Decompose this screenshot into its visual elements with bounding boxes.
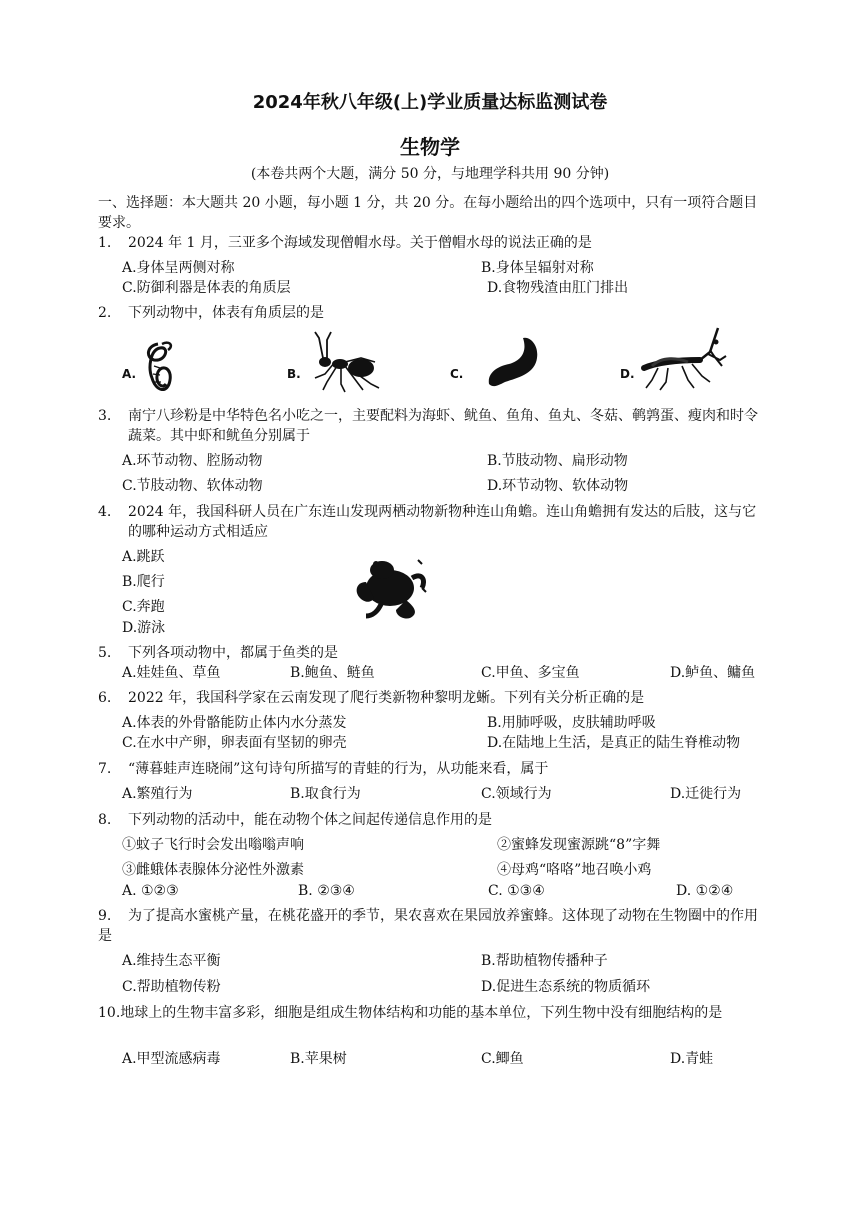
question-text: 下列动物的活动中，能在动物个体之间起传递信息作用的是 bbox=[128, 812, 492, 828]
q1-option-b: B.身体呈辐射对称 bbox=[481, 260, 594, 276]
q5-option-b: B.鲍鱼、鲢鱼 bbox=[290, 665, 375, 681]
q9-option-b: B.帮助植物传播种子 bbox=[481, 953, 608, 969]
subject-title: 生物学 bbox=[400, 135, 460, 159]
question-text: 南宁八珍粉是中华特色名小吃之一，主要配料为海虾、鱿鱼、鱼角、鱼丸、冬菇、鹌鹑蛋、瘦肉和时令蔬菜。其中虾和鱿鱼分别属于 bbox=[128, 408, 758, 444]
ant-icon bbox=[305, 328, 385, 396]
q1-option-a: A.身体呈两侧对称 bbox=[122, 260, 235, 276]
question-text: 地球上的生物丰富多彩，细胞是组成生物体结构和功能的基本单位，下列生物中没有细胞结构的是 bbox=[120, 1005, 723, 1021]
q8-option-b: B. ②③④ bbox=[298, 883, 355, 899]
question-number: 7. bbox=[98, 761, 112, 777]
question-number: 10. bbox=[98, 1005, 121, 1021]
q8-statement-2: ②蜜蜂发现蜜源跳“8”字舞 bbox=[497, 837, 661, 853]
question-1 bbox=[98, 233, 592, 253]
question-text: 为了提高水蜜桃产量，在桃花盛开的季节，果农喜欢在果园放养蜜蜂。这体现了动物在生物圈中的作用是 bbox=[98, 908, 758, 944]
q2-image-label-b: B. bbox=[287, 367, 301, 381]
q8-option-a: A. ①②③ bbox=[122, 883, 179, 899]
q6-option-a: A.体表的外骨骼能防止体内水分蒸发 bbox=[122, 715, 347, 731]
question-number: 3. bbox=[98, 408, 112, 424]
question-2 bbox=[98, 303, 324, 323]
q10-option-b: B.苹果树 bbox=[290, 1051, 347, 1067]
q4-option-c: C.奔跑 bbox=[122, 599, 165, 615]
question-number: 6. bbox=[98, 690, 112, 706]
q7-option-d: D.迁徙行为 bbox=[670, 786, 742, 802]
q9-option-a: A.维持生态平衡 bbox=[122, 953, 221, 969]
q5-option-a: A.娃娃鱼、草鱼 bbox=[122, 665, 221, 681]
q8-statement-1: ①蚊子飞行时会发出嗡嗡声响 bbox=[122, 837, 304, 853]
question-7 bbox=[98, 759, 548, 779]
q8-statement-3: ③雌蛾体表腺体分泌性外激素 bbox=[122, 862, 304, 878]
question-8 bbox=[98, 810, 492, 830]
question-9 bbox=[98, 906, 770, 946]
leech-icon bbox=[483, 332, 541, 392]
q9-option-c: C.帮助植物传粉 bbox=[122, 979, 221, 995]
question-text: 下列动物中，体表有角质层的是 bbox=[128, 305, 324, 321]
question-text: “薄暮蛙声连晓闹”这句诗句所描写的青蛙的行为，从功能来看，属于 bbox=[128, 761, 549, 777]
question-number: 9. bbox=[98, 908, 112, 924]
frog-icon bbox=[352, 552, 428, 622]
question-number: 5. bbox=[98, 645, 112, 661]
q9-option-d: D.促进生态系统的物质循环 bbox=[481, 979, 651, 995]
section-heading: 一、选择题：本大题共 20 小题，每小题 1 分，共 20 分。在每小题给出的四个选项中，只有一项符合题目要求。 bbox=[98, 195, 758, 231]
q10-option-d: D.青蛙 bbox=[670, 1051, 714, 1067]
question-10 bbox=[98, 1003, 770, 1023]
q5-option-c: C.甲鱼、多宝鱼 bbox=[481, 665, 580, 681]
q2-image-label-d: D. bbox=[620, 367, 635, 381]
q7-option-a: A.繁殖行为 bbox=[122, 786, 193, 802]
q10-option-c: C.鲫鱼 bbox=[481, 1051, 524, 1067]
q3-option-a: A.环节动物、腔肠动物 bbox=[122, 453, 263, 469]
q4-option-b: B.爬行 bbox=[122, 574, 165, 590]
exam-note: (本卷共两个大题，满分 50 分，与地理学科共用 90 分钟) bbox=[250, 166, 610, 182]
mantis-icon bbox=[638, 326, 730, 392]
q5-option-d: D.鲈鱼、鳙鱼 bbox=[670, 665, 756, 681]
q1-option-d: D.食物残渣由肛门排出 bbox=[487, 280, 629, 296]
question-5 bbox=[98, 643, 338, 663]
q6-option-b: B.用肺呼吸，皮肤辅助呼吸 bbox=[487, 715, 656, 731]
q7-option-b: B.取食行为 bbox=[290, 786, 361, 802]
q3-option-b: B.节肢动物、扁形动物 bbox=[487, 453, 628, 469]
question-6 bbox=[98, 688, 644, 708]
q6-option-d: D.在陆地上生活，是真正的陆生脊椎动物 bbox=[487, 735, 741, 751]
q2-image-label-a: A. bbox=[122, 367, 137, 381]
coiled-worm-icon bbox=[140, 338, 184, 398]
question-3 bbox=[98, 406, 770, 446]
q3-option-d: D.环节动物、软体动物 bbox=[487, 478, 629, 494]
q4-option-a: A.跳跃 bbox=[122, 549, 165, 565]
q1-option-c: C.防御利器是体表的角质层 bbox=[122, 280, 291, 296]
question-number: 8. bbox=[98, 812, 112, 828]
q8-statement-4: ④母鸡“咯咯”地召唤小鸡 bbox=[497, 862, 652, 878]
q6-option-c: C.在水中产卵，卵表面有坚韧的卵壳 bbox=[122, 735, 347, 751]
q8-option-c: C. ①③④ bbox=[488, 883, 545, 899]
q4-option-d: D.游泳 bbox=[122, 620, 166, 636]
question-number: 1. bbox=[98, 235, 112, 251]
question-text: 2024 年，我国科研人员在广东连山发现两栖动物新物种连山角蟾。连山角蟾拥有发达的后肢，这与它的哪种运动方式相适应 bbox=[128, 504, 757, 540]
q2-image-label-c: C. bbox=[450, 367, 464, 381]
question-text: 2022 年，我国科学家在云南发现了爬行类新物种黎明龙蜥。下列有关分析正确的是 bbox=[128, 690, 645, 706]
q7-option-c: C.领域行为 bbox=[481, 786, 552, 802]
question-text: 2024 年 1 月，三亚多个海域发现僧帽水母。关于僧帽水母的说法正确的是 bbox=[128, 235, 592, 251]
question-number: 2. bbox=[98, 305, 112, 321]
question-text: 下列各项动物中，都属于鱼类的是 bbox=[128, 645, 338, 661]
question-number: 4. bbox=[98, 504, 112, 520]
q8-option-d: D. ①②④ bbox=[676, 883, 734, 899]
q10-option-a: A.甲型流感病毒 bbox=[122, 1051, 221, 1067]
exam-title: 2024年秋八年级(上)学业质量达标监测试卷 bbox=[252, 92, 608, 113]
question-4 bbox=[98, 502, 770, 542]
q3-option-c: C.节肢动物、软体动物 bbox=[122, 478, 263, 494]
